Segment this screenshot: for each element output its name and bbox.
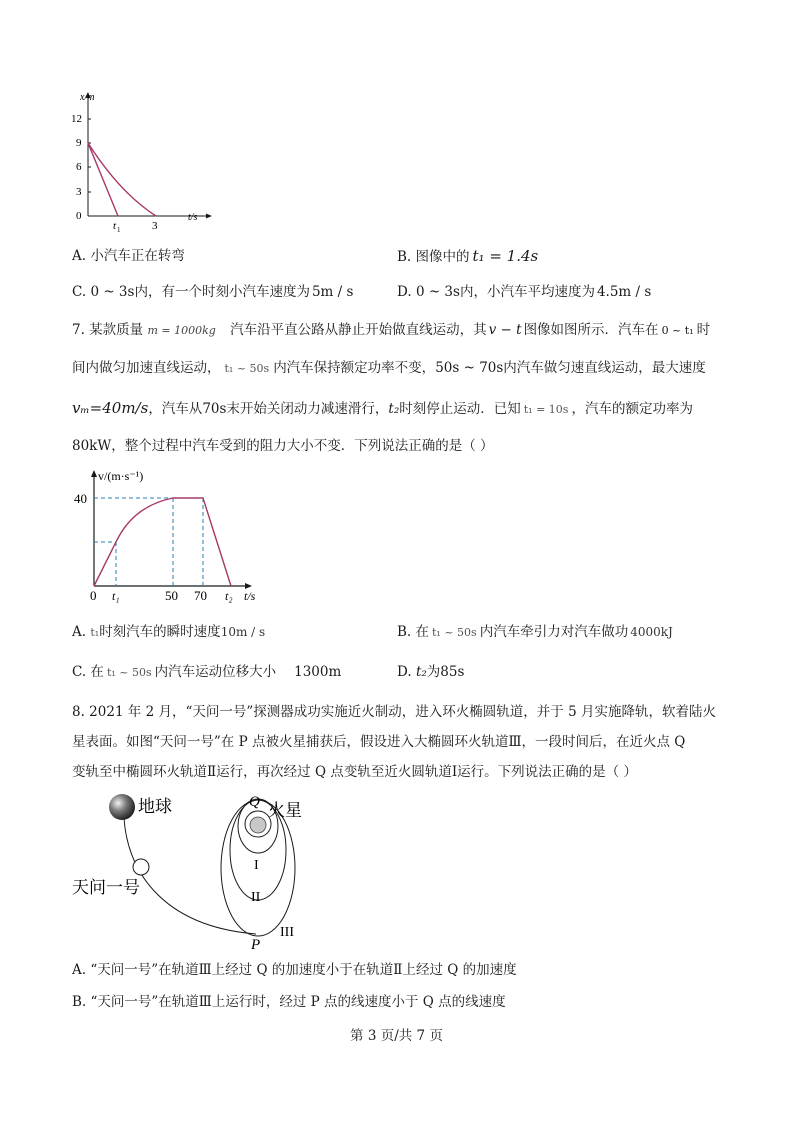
q7-line-3 [72,398,693,420]
q7-option-d-text: 为 [426,664,441,680]
q6-ylabel-0: 0 [76,210,82,222]
q7-y-label: v/(m·s⁻¹) [98,469,144,483]
q7-option-b[interactable] [397,622,673,643]
q7-t2: t₂ [388,401,400,417]
q7-line3-text-4: ，汽车的额定功率为 [571,401,693,417]
q8-orbit-diagram [68,786,328,952]
q7-xtick-t1: t₁ [112,589,120,603]
q7-ytick-40: 40 [74,491,87,506]
q7-number: 7. 某款质量 [72,322,144,338]
q6-curve [88,143,156,216]
q6-xlabel-t1-sub: 1 [117,226,121,234]
q7-option-d-t2: t₂ [415,664,427,680]
q7-option-a-text: 时刻汽车的瞬时速度 [99,624,221,640]
q7-range-0-t1: 0 ~ t₁ [661,324,694,337]
q7-70s: 70s [202,401,227,417]
orbit-1-label: I [254,858,259,873]
q7-xtick-50: 50 [165,588,178,603]
page-footer: 第 3 页/共 7 页 [350,1028,443,1044]
q6-xlabel-3: 3 [152,220,158,232]
q7-xtick-70: 70 [194,588,207,603]
q6-ylabel-6: 6 [76,161,82,173]
point-p-label: P [251,937,261,952]
earth-label: 地球 [138,797,172,816]
q7-option-c-text: 内汽车运动位移大小 [154,664,277,680]
q6-tangent-line [88,143,118,216]
q6-xlabel-t1: t [113,220,117,232]
q7-mass: m = 1000kg [147,324,216,337]
earth-icon [109,794,135,820]
q7-option-c-prefix: C. 在 [72,664,104,680]
q7-option-c[interactable] [72,662,341,683]
q6-ylabel-3: 3 [76,186,82,198]
q7-line2-text-2: 内汽车保持额定功率不变， [273,360,436,376]
q7-line1-text-2: 图像如图所示．汽车在 [523,322,659,338]
q6-option-d-prefix: D. [397,284,412,300]
q7-option-a-prefix: A. [72,624,87,640]
q6-option-c-val: 5m / s [311,284,354,300]
q7-x-label: t/s [244,589,256,603]
q7-option-b-range: t₁ ~ 50s [432,626,477,639]
q7-t1-value: t₁ = 10s [523,403,569,416]
q7-option-a-val: 10m / s [220,625,266,639]
q6-option-b[interactable] [397,246,538,267]
q7-option-b-prefix: B. 在 [397,624,430,640]
q6-option-d-mid: 内，小汽车平均速度为 [459,284,595,300]
q7-option-d[interactable] [397,662,464,682]
q7-line2-text-3: 内汽车做匀速直线运动，最大速度 [503,360,706,376]
q7-power: 80kW [72,438,112,454]
orbit-3-label: III [280,925,294,940]
q7-option-b-text: 内汽车牵引力对汽车做功 [479,624,629,640]
orbit-2-label: II [251,890,261,905]
q6-x-label: t/s [188,212,198,223]
q7-option-c-val: 1300m [294,664,342,680]
q7-vmax: vₘ=40m/s [72,399,149,417]
q7-option-d-val: 85s [440,664,465,680]
q6-xt-graph [60,88,220,236]
q6-option-c-mid: 内，有一个时刻小汽车速度为 [134,284,310,300]
q7-line1-text: 汽车沿平直公路从静止开始做直线运动，其 [230,322,487,338]
probe-label: 天问一号 [72,878,140,897]
q7-option-a[interactable] [72,622,265,643]
q6-x-arrow [206,214,212,219]
q7-line-4 [72,436,494,456]
q6-option-d-val: 4.5m / s [596,284,652,300]
q6-option-a[interactable]: A. 小汽车正在转弯 [72,248,185,264]
q6-ylabel-12: 12 [71,113,82,125]
q7-line2-text: 间内做匀加速直线运动， [72,360,221,376]
q8-line-2: 星表面。如图“天问一号”在 P 点被火星捕获后，假设进入大椭圆环火轨道Ⅲ，一段时间后，在近火点 Q [72,734,686,750]
q7-line3-text-2: 末开始关闭动力减速滑行， [226,401,389,417]
q7-line4-text: ，整个过程中汽车受到的阻力大小不变．下列说法正确的是（ ） [111,438,494,454]
mars-core [250,817,266,833]
q8-option-b[interactable]: B. “天问一号”在轨道Ⅲ上运行时，经过 P 点的线速度小于 Q 点的线速度 [72,994,506,1010]
q8-option-a[interactable]: A. “天问一号”在轨道Ⅲ上经过 Q 的加速度小于在轨道Ⅱ上经过 Q 的加速度 [72,962,517,978]
q7-vt-curve [94,498,231,586]
q7-line-1 [72,320,710,341]
q6-y-label: x/m [80,92,95,103]
q6-option-c-range: 0 ~ 3s [90,284,135,300]
q6-option-b-prefix: B. 图像中的 [397,249,470,265]
q7-option-a-t1: t₁ [90,626,100,639]
q6-option-c[interactable] [72,282,353,302]
q7-line3-text: ，汽车从 [148,401,203,417]
q7-range-50-70: 50s ~ 70s [435,360,504,376]
q6-ylabel-9: 9 [76,137,82,149]
q7-xtick-0: 0 [90,588,97,603]
q6-option-d-range: 0 ~ 3s [415,284,460,300]
q7-vt-graph [68,466,278,608]
q7-range-t1-50: t₁ ~ 50s [224,362,270,375]
q6-option-d[interactable] [397,282,651,302]
q6-option-b-expr: t₁ = 1.4s [472,247,539,265]
q7-option-b-val: 4000kJ [630,625,673,639]
q7-xtick-t2: t₂ [225,589,233,603]
q8-line-3: 变轨至中椭圆环火轨道Ⅱ运行，再次经过 Q 点变轨至近火圆轨道Ⅰ运行。下列说法正确的是（ ） [72,764,637,780]
q7-line-2 [72,358,706,379]
q8-line-1: 8. 2021 年 2 月，“天问一号”探测器成功实施近火制动，进入环火椭圆轨道，并于 5 月实施降轨，软着陆火 [72,704,716,720]
q7-option-c-range: t₁ ~ 50s [106,666,152,679]
q6-option-c-prefix: C. [72,284,87,300]
q7-line3-text-3: 时刻停止运动．已知 [399,401,521,417]
q7-option-d-prefix: D. [397,664,412,680]
point-q-label: Q [249,794,260,810]
mars-label: 火星 [268,801,302,820]
q7-vt: v − t [488,322,522,338]
q7-line1-text-3: 时 [696,322,711,338]
probe-icon [133,859,149,875]
q7-y-arrow [91,470,97,477]
